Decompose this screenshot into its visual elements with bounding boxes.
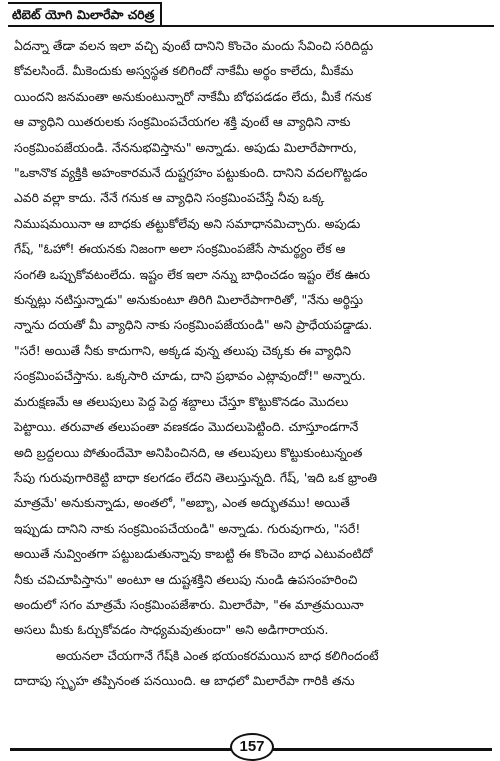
body-text	[14, 33, 488, 694]
page-number: 157	[230, 733, 274, 761]
paragraph-2: అయనలా చేయగానే గేష్‌కి ఎంత భయంకరమయిన బాధ కలిగిందంటే దాదాపు స్పృహ తప్పినంత పనయింది. ఆ బాధలో మిలారేపా గారికి తను	[14, 647, 379, 689]
header-rule	[8, 25, 494, 27]
running-title: టిబెట్ యోగి మిలారేపా చరిత్ర	[8, 2, 162, 26]
paragraph-1: ఏదన్నా తేడా వలన ఇలా వచ్చి వుంటే దానిని కొంచెం మందు సేవించి సరిదిద్దు కోవలసిందే. మీకెందుకు అస్వస్థత కలిగిందో నాకేమీ అర్థం కాలేదు, మీకేమ యిందని జనమంతా అనుకుంటున్నారో నాకేమీ బోధపడడం లేదు, మీకే గనుక ఆ వ్యాధిని యితరులకు సంక్రమింపచేయగల శక్తి వుంటే ఆ వ్యాధిని నాకు సంక్రమింపజేయండి. నేననుభవిస్తాను" అన్నాడు. అపుడు మిలారేపాగారు, "ఒకానొక వ్యక్తికి అహంకారమనే దుష్టగ్రహం పట్టుకుంది. దానిని వదలగొట్టడం ఎవరి వల్లా కాదు. నేనే గనుక ఆ వ్యాధిని సంక్రమింపచేస్తే నీవు ఒక్క నిముషమయినా ఆ బాధకు తట్టుకోలేవు అని సమాధానమిచ్చారు. అపుడు గేష్, "ఓహో! ఈయనకు నిజంగా అలా సంక్రమింపజేసే సామర్థ్యం లేక ఆ సంగతి ఒప్పుకోవటంలేదు. ఇష్టం లేక ఇలా నన్ను బాధించడం ఇష్టం లేక ఊరు కున్నట్లు నటిస్తున్నాడు" అనుకుంటూ తిరిగి మిలారేపాగారితో, "నేను అర్థిస్తు న్నాను దయతో మీ వ్యాధిని నాకు సంక్రమింపజేయండి" అని ప్రాధేయపడ్డాడు. "సరే! అయితే నీకు కాదుగాని, అక్కడ వున్న తలుపు చెక్కకు ఈ వ్యాధిని సంక్రమింపచేస్తాను. ఒక్కసారి చూడు, దాని ప్రభావం ఎట్లావుందో!" అన్నారు. మరుక్షణమే ఆ తలుపులు పెద్ద పెద్ద శబ్దాలు చేస్తూ కొట్టుకొనడం మొదలు పెట్టాయి. తరువాత తలుపంతా వణకడం మొదలుపెట్టింది. చూస్తూండగానే అది బ్రద్దలయి పోతుందేమో అనిపించినది, ఆ తలుపులు కొట్టుకుంటున్నంత సేపు గురువుగారికెట్టి బాధా కలగడం లేదని తెలుస్తున్నది. గేష్, 'ఇది ఒక భ్రాంతి మాత్రమే' అనుకున్నాడు, అంతలో, "అబ్బా, ఎంత అద్భుతము! అయితే ఇప్పుడు దానిని నాకు సంక్రమింపచేయండి" అన్నాడు. గురువుగారు, "సరే! అయితే నువ్వింతగా పట్టుబడుతున్నావు కాబట్టి ఈ కొంచెం బాధ ఎటువంటిదో నీకు చవిచూపిస్తాను" అంటూ ఆ దుష్టశక్తిని తలుపు నుండి ఉపసంహరించి అందులో సగం మాత్రమే సంక్రమింపజేశారు. మిలారేపా, "ఈ మాత్రమయినా అసలు మీకు ఓర్చుకోవడం సాధ్యమవుతుందా" అని అడిగారాయన.	[14, 38, 378, 638]
